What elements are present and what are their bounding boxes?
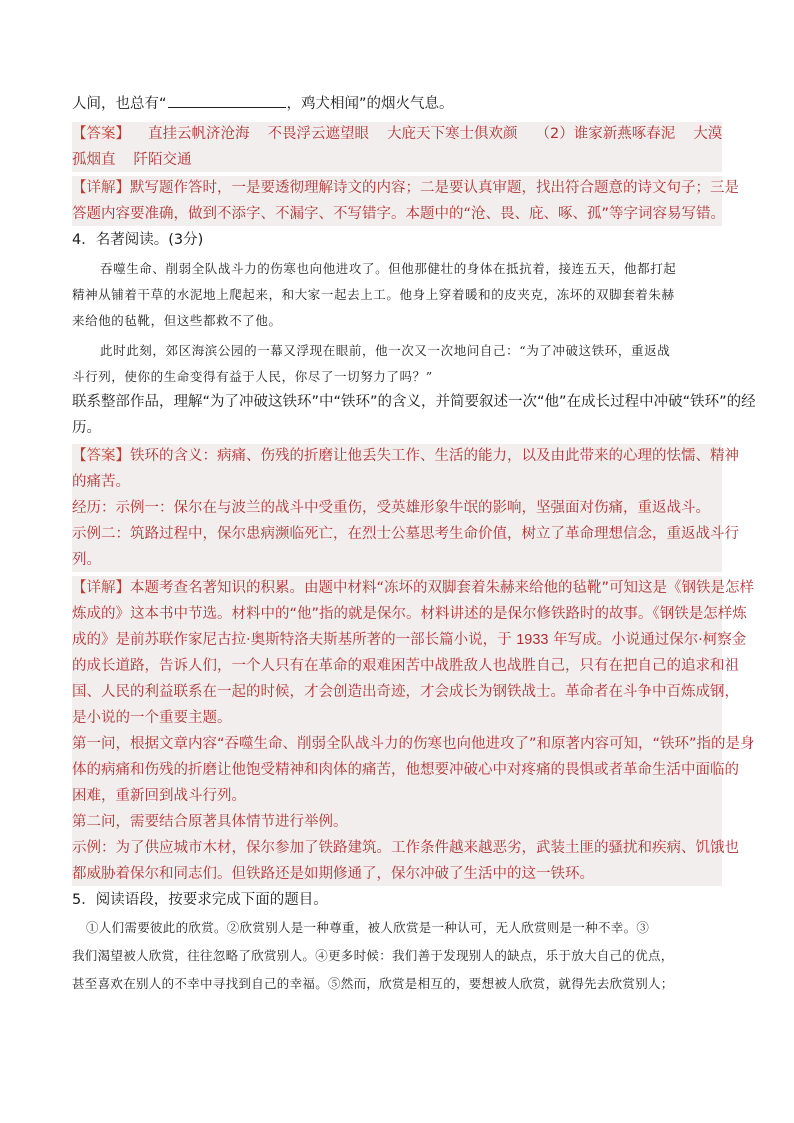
answer-item: 孤烟直 [72,152,116,168]
prompt-line: 联系整部作品，理解“为了冲破这铁环”中“铁环”的含义，并简要叙述一次“他”在成长过程中冲破“铁环”的经 [72,394,756,410]
answer-blank [168,92,286,108]
year-number: 1933 [516,632,549,648]
answer-text: 示例二：筑路过程中，保尔患病濒临死亡，在烈士公墓思考生命价值，树立了革命理想信念，重返战斗行 [72,526,739,542]
passage-line: ①人们需要彼此的欣赏。②欣赏别人是一种尊重，被人欣赏是一种认可，无人欣赏则是一种不幸。③ [86,920,650,935]
answer-item: 阡陌交通 [133,152,192,168]
q3-detail-block [72,176,739,226]
answer-text: 经历：示例一：保尔在与波兰的战斗中受重伤，受英雄形象牛氓的影响，坚强面对伤痛，重返战斗。 [72,500,710,516]
detail-text: 示例：为了供应城市木材，保尔参加了铁路建筑。工作条件越来越恶劣，武装土匪的骚扰和疾病、饥饿也 [72,840,739,856]
detail-text: 年写成。小说通过保尔·柯察金 [553,632,747,648]
excerpt-line: 吞噬生命、削弱全队战斗力的伤寒也向他进攻了。但他那健壮的身体在抵抗着，接连五天，他都打起 [100,261,677,276]
detail-text: 的成长道路，告诉人们，一个人只有在革命的艰难困苦中战胜敌人也战胜自己，只有在把自己的追求和祖 [72,658,739,674]
prompt-line: 历。 [72,420,101,436]
q4-excerpt [72,256,722,390]
detail-text: 成的》是前苏联作家尼古拉·奥斯特洛夫斯基所著的一部长篇小说，于 [72,632,512,648]
answer-text: 列。 [72,552,101,568]
detail-tag: 【详解】 [72,580,130,596]
excerpt-line: 来给他的毡靴，但这些都救不了他。 [72,313,282,328]
q4-heading: 4．名著阅读。(3分) [72,232,204,248]
fill-blank-prefix: 人间，也总有“ [72,96,167,112]
answer-item: （2）谁家新燕啄春泥 [535,126,676,142]
q5-heading: 5．阅读语段，按要求完成下面的题目。 [72,892,328,908]
answer-text: 的痛苦。 [72,474,130,490]
detail-text: 答题内容要准确，做到不添字、不漏字、不写错字。本题中的“沧、畏、庇、啄、孤”等字词容易写错。 [72,206,726,222]
q5-passage [72,914,722,998]
answer-tag: 【答案】 [72,126,130,142]
detail-text: 都威胁着保尔和同志们。但铁路还是如期修通了，保尔冲破了生活中的这一铁环。 [72,866,594,882]
document-page [72,92,756,998]
detail-text: 本题考查名著知识的积累。由题中材料“冻坏的双脚套着朱赫来给他的毡靴”可知这是《钢铁是怎样 [130,580,755,596]
q3-answer-block [72,122,722,172]
q4-answer-block [72,444,739,572]
answer-item: 大漠 [693,126,723,142]
answer-item: 不畏浮云遮望眼 [267,126,369,142]
q4-prompt [72,390,756,440]
detail-text: 困难，重新回到战斗行列。 [72,788,246,804]
fill-blank-line [72,92,722,116]
detail-tag: 【详解】 [72,180,130,196]
passage-line: 甚至喜欢在别人的不幸中寻找到自己的幸福。⑤然而，欣赏是相互的，要想被人欣赏，就得先去欣赏别人； [72,976,674,991]
q4-detail-block [72,576,755,886]
excerpt-line: 精神从铺着干草的水泥地上爬起来，和大家一起去上工。他身上穿着暖和的皮夹克，冻坏的双脚套着朱赫 [72,287,675,302]
fill-blank-suffix: ，鸡犬相闻”的烟火气息。 [286,96,454,112]
passage-line: 我们渴望被人欣赏，往往忽略了欣赏别人。④更多时候：我们善于发现别人的缺点，乐于放大自己的优点， [72,948,674,963]
excerpt-line: 此时此刻，郊区海滨公园的一幕又浮现在眼前，他一次又一次地问自己：“为了冲破这铁环，重返战 [100,343,671,358]
excerpt-line: 斗行列，使你的生命变得有益于人民，你尽了一切努力了吗？” [72,369,433,384]
answer-text: 铁环的含义：病痛、伤残的折磨让他丢失工作、生活的能力，以及由此带来的心理的怯懦、精神 [130,448,739,464]
answer-item: 大庇天下寒士俱欢颜 [387,126,518,142]
detail-text: 默写题作答时，一是要透彻理解诗文的内容；二是要认真审题，找出符合题意的诗文句子；三是 [130,180,739,196]
detail-text: 体的病痛和伤残的折磨让他饱受精神和肉体的痛苦，他想要冲破心中对疼痛的畏惧或者革命生活中面临的 [72,762,739,778]
detail-text: 第二问，需要结合原著具体情节进行举例。 [72,814,348,830]
detail-text: 国、人民的利益联系在一起的时候，才会创造出奇迹，才会成长为钢铁战士。革命者在斗争中百炼成钢， [72,684,739,700]
detail-text: 是小说的一个重要主题。 [72,710,232,726]
detail-text: 炼成的》这本书中节选。材料中的“他”指的就是保尔。材料讲述的是保尔修铁路时的故事。《钢铁是怎样炼 [72,606,747,622]
answer-tag: 【答案】 [72,448,130,464]
detail-text: 第一问，根据文章内容“吞噬生命、削弱全队战斗力的伤寒也向他进攻了”和原著内容可知，“铁环”指的是身 [72,736,755,752]
answer-item: 直挂云帆济沧海 [148,126,250,142]
